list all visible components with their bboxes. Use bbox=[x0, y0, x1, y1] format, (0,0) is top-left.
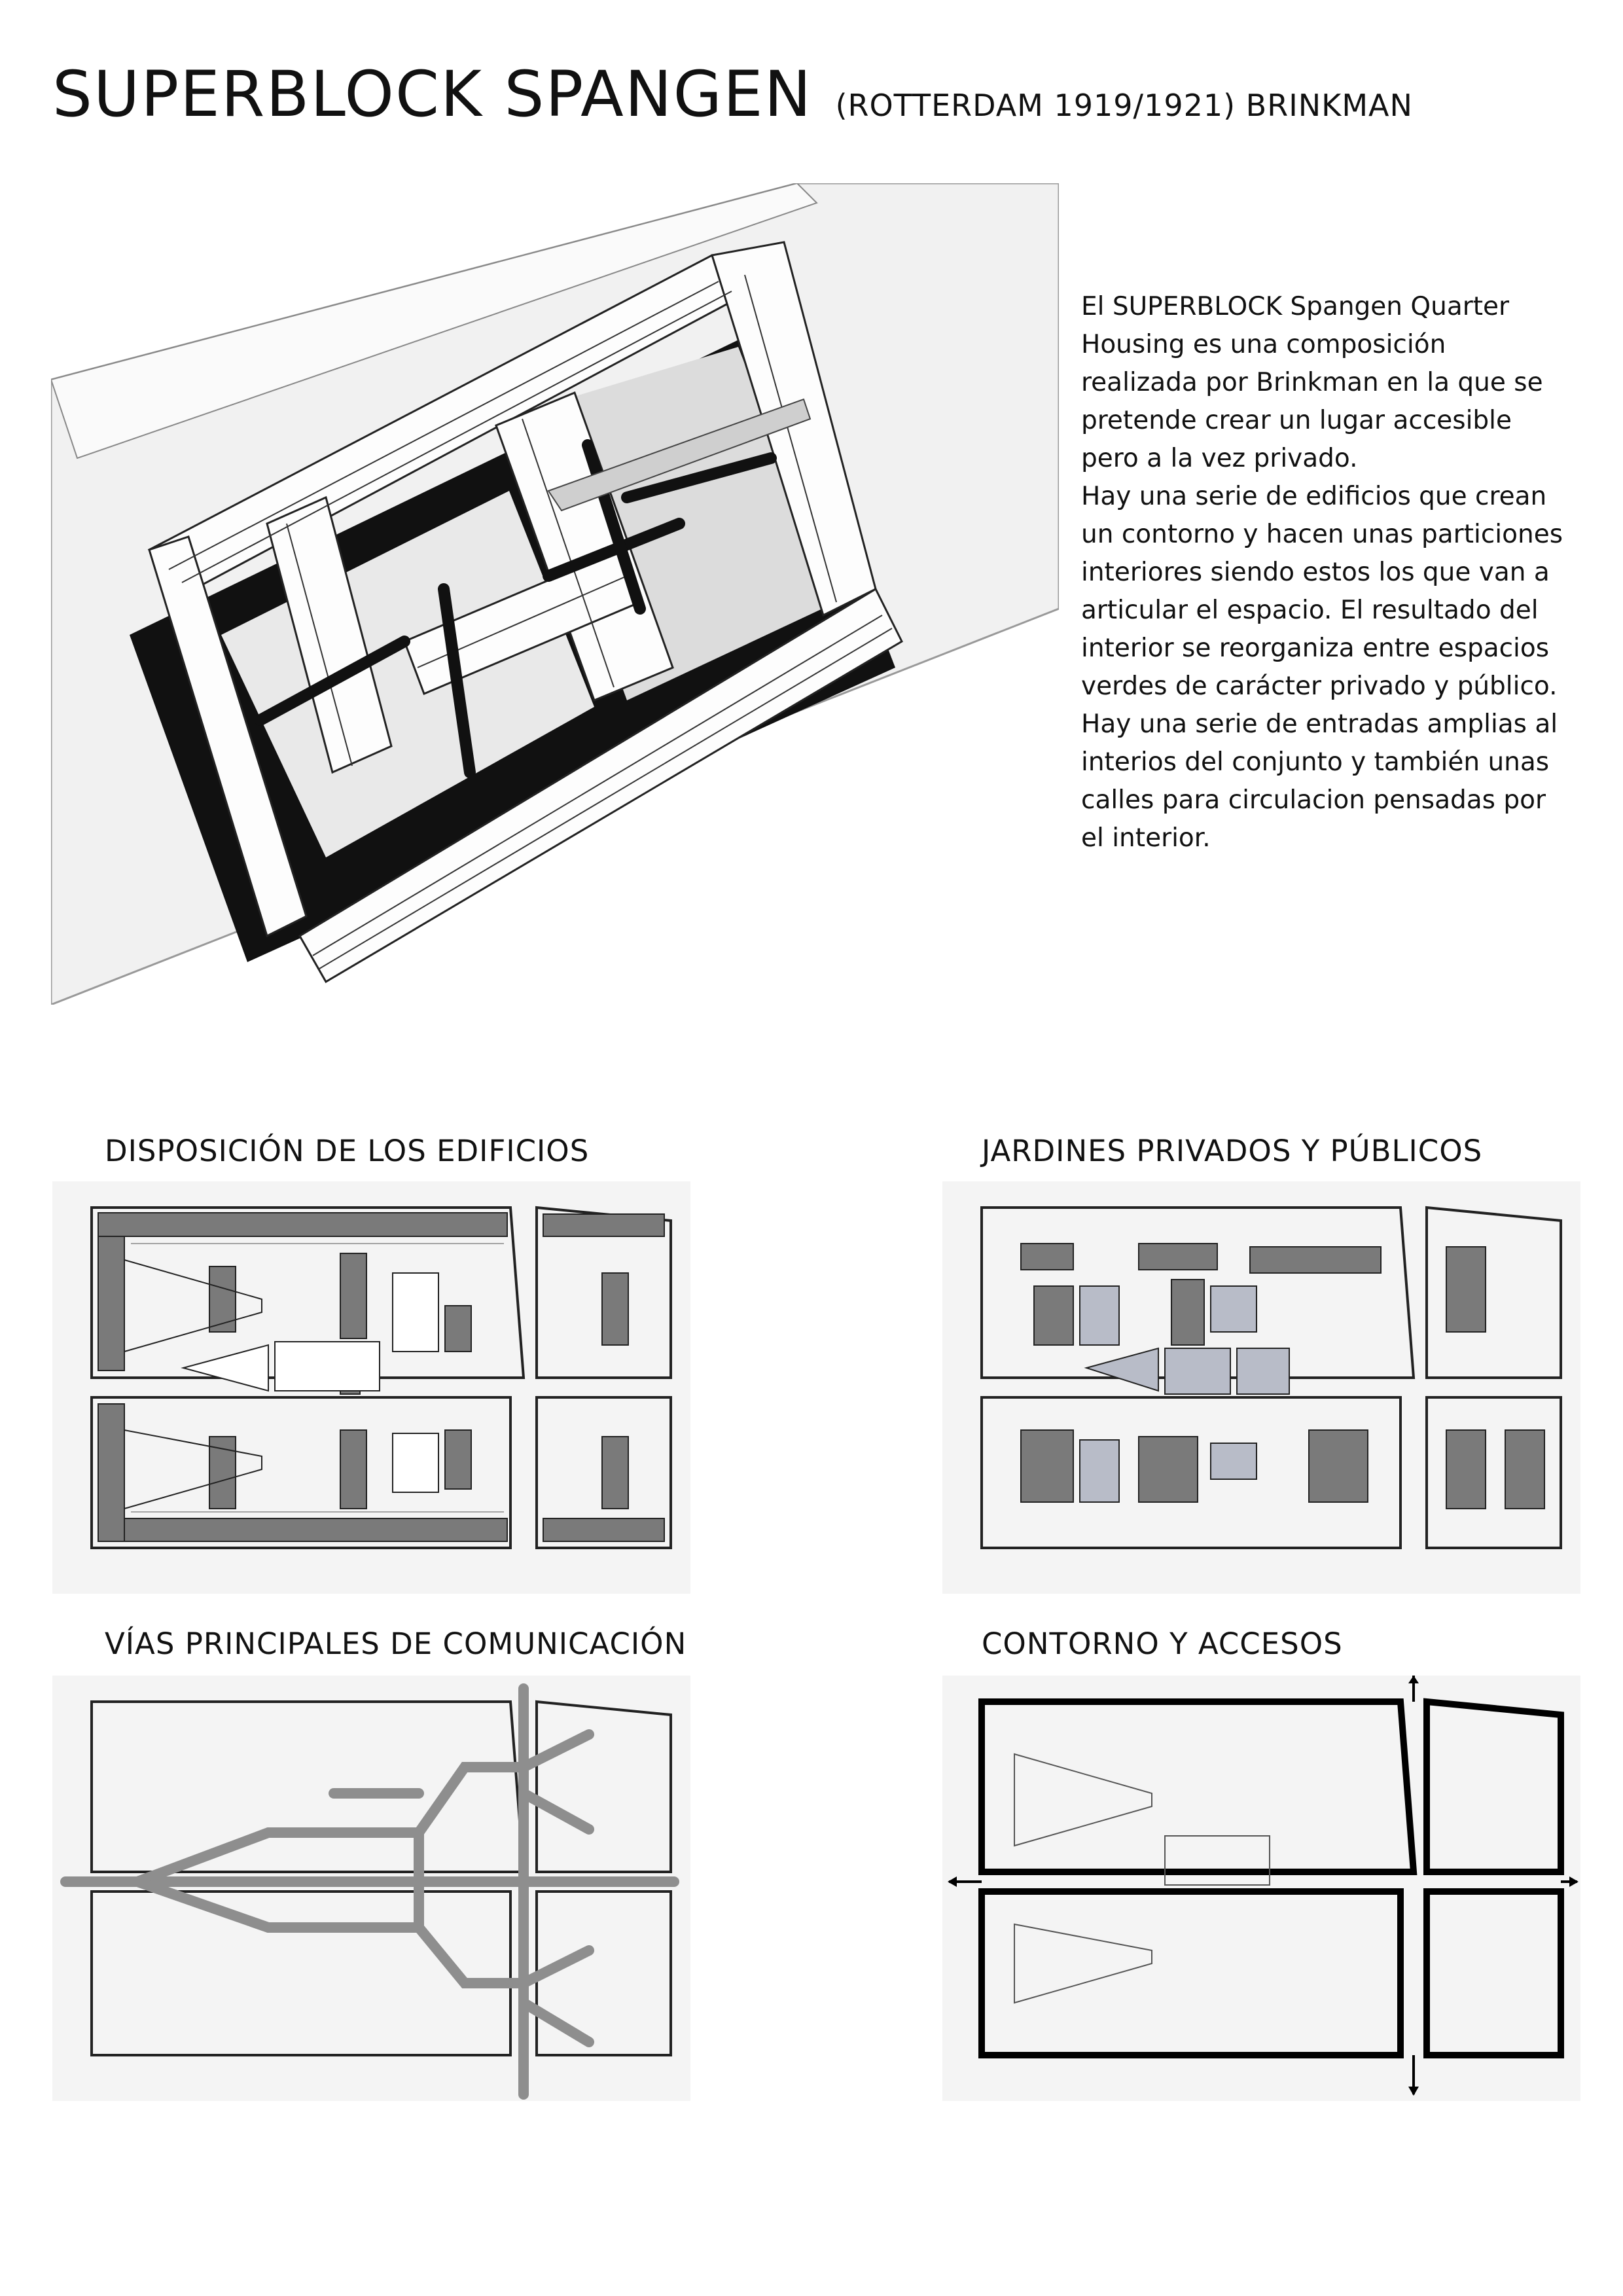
description-paragraph: El SUPERBLOCK Spangen Quarter Housing es una composición realizada por Brinkman en la que se pretende crear un lugar accesible pero a la vez privado. bbox=[1081, 292, 1543, 473]
plan-title-gardens: JARDINES PRIVADOS Y PÚBLICOS bbox=[982, 1134, 1483, 1168]
plan-buildings bbox=[52, 1181, 690, 1594]
plan-gardens bbox=[942, 1181, 1580, 1594]
plan-title-buildings: DISPOSICIÓN DE LOS EDIFICIOS bbox=[105, 1134, 590, 1168]
description-paragraph: Hay una serie de entradas amplias al interios del conjunto y también unas calles para circulacion pensadas por el interior. bbox=[1081, 709, 1558, 853]
description-paragraph: Hay una serie de edificios que crean un contorno y hacen unas particiones interiores siendo estos los que van a articular el espacio. El resultado del interior se reorganiza entre espacios verdes de carácter privado y público. bbox=[1081, 482, 1563, 701]
title-main: SUPERBLOCK SPANGEN bbox=[52, 58, 813, 131]
description bbox=[1081, 288, 1565, 857]
plan-title-contour: CONTORNO Y ACCESOS bbox=[982, 1626, 1343, 1661]
title-subtitle: (ROTTERDAM 1919/1921) BRINKMAN bbox=[835, 88, 1413, 123]
page-title bbox=[52, 58, 1413, 131]
axonometric-drawing bbox=[51, 183, 1059, 1005]
plan-title-routes: VÍAS PRINCIPALES DE COMUNICACIÓN bbox=[105, 1626, 687, 1661]
plan-contour bbox=[942, 1676, 1580, 2101]
plan-routes bbox=[52, 1676, 690, 2101]
